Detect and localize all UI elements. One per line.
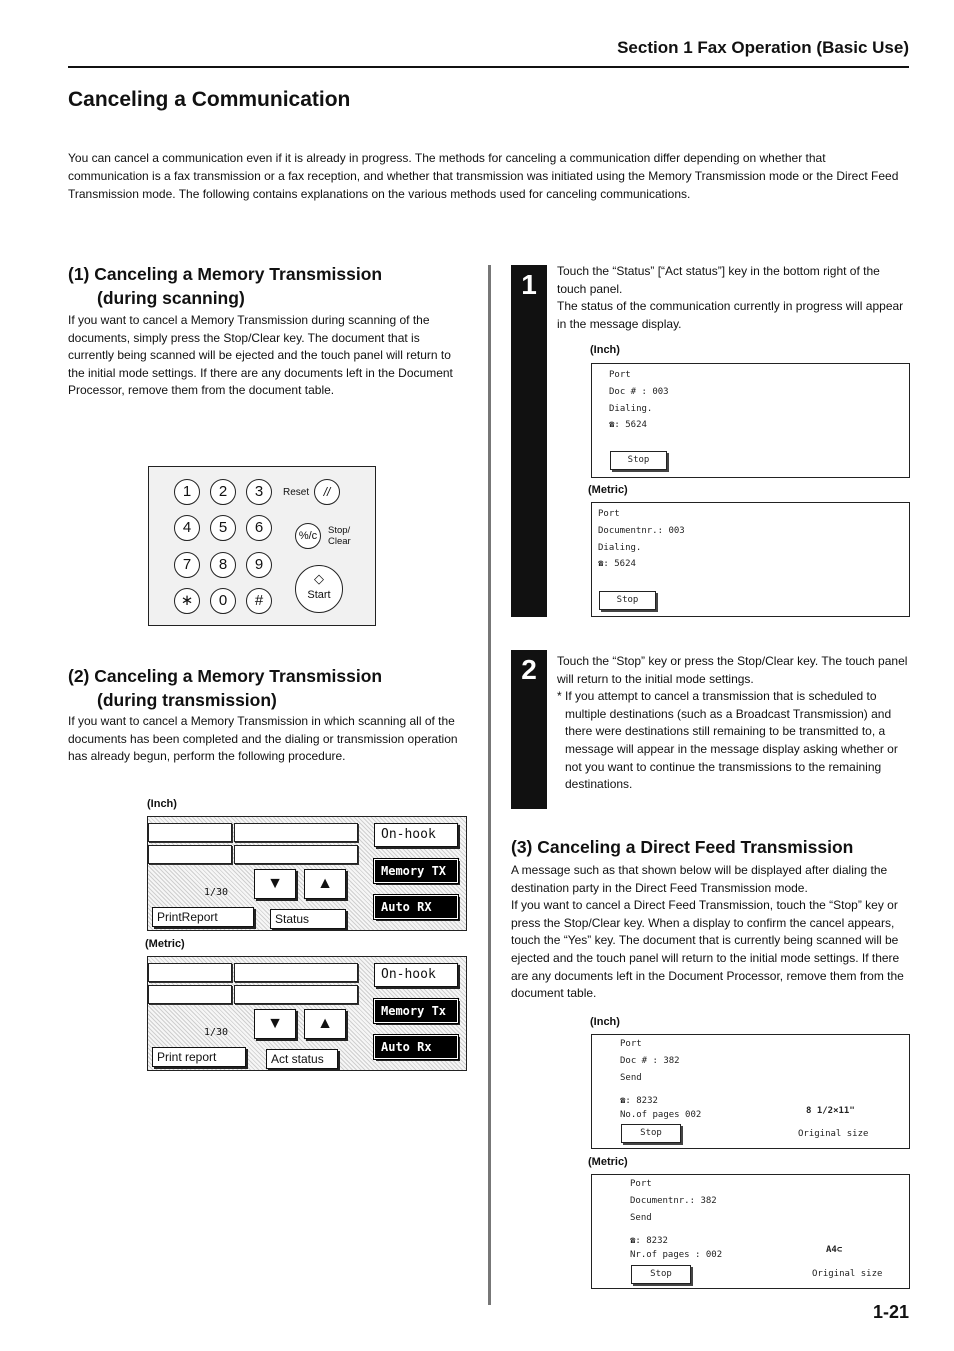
section2-heading — [68, 664, 382, 712]
stop-button[interactable]: Stop — [621, 1124, 681, 1143]
act-status-button[interactable]: Act status — [266, 1049, 338, 1069]
section2-heading-line1: (2) Canceling a Memory Transmission — [68, 666, 383, 686]
key-6[interactable]: 6 — [246, 515, 272, 541]
section2-heading-line2: (during transmission) — [97, 690, 277, 710]
touch-panel-metric — [147, 956, 467, 1071]
reset-key[interactable]: // — [314, 479, 340, 505]
status-display-inch — [591, 363, 910, 478]
section1-heading-line1: (1) Canceling a Memory Transmission — [68, 264, 383, 284]
lcd-page-count: Nr.of pages : 002 — [630, 1250, 723, 1260]
key-7[interactable]: 7 — [174, 552, 200, 578]
lcd-original-size-label: Original size — [812, 1269, 883, 1279]
scroll-up-button[interactable]: ▲ — [304, 1009, 346, 1039]
panel-field — [234, 963, 358, 982]
key-asterisk[interactable]: ∗ — [174, 588, 200, 614]
panel-field — [148, 963, 232, 982]
status-button[interactable]: Status — [270, 909, 346, 929]
lcd-port: Port — [598, 509, 620, 519]
step-1-bar: 1 — [511, 265, 547, 617]
key-3[interactable]: 3 — [246, 479, 272, 505]
lcd-phone-number: ☎: 5624 — [609, 420, 647, 430]
lcd-doc-number: Documentnr.: 382 — [630, 1196, 717, 1206]
page-number: 1-21 — [872, 1302, 909, 1322]
lcd-phone-number: ☎: 8232 — [620, 1096, 658, 1106]
start-label: Start — [307, 589, 331, 601]
reset-label: Reset — [283, 487, 310, 498]
section-header: Section 1 Fax Operation (Basic Use) — [617, 38, 909, 57]
stop-clear-key[interactable]: %/c — [295, 523, 321, 549]
section3-body — [511, 862, 909, 1003]
key-8[interactable]: 8 — [210, 552, 236, 578]
step1-text-line2: The status of the communication currently in progress will appear in the message display. — [557, 299, 904, 331]
sec3-caption-inch: (Inch) — [590, 1016, 620, 1028]
lcd-dialing: Dialing. — [609, 404, 653, 414]
panel-field — [148, 845, 232, 864]
key-9[interactable]: 9 — [246, 552, 272, 578]
touch-panel-inch — [147, 816, 467, 931]
lcd-paper-size: 8 1/2×11" — [806, 1106, 855, 1116]
start-key[interactable] — [295, 565, 343, 613]
panel-field — [148, 823, 232, 842]
stop-button[interactable]: Stop — [610, 451, 667, 470]
lcd-page-count: No.of pages 002 — [620, 1110, 702, 1120]
lcd-port: Port — [630, 1179, 652, 1189]
direct-feed-display-metric — [591, 1174, 910, 1289]
auto-rx-button[interactable]: Auto Rx — [374, 1035, 458, 1059]
memory-tx-button[interactable]: Memory Tx — [374, 999, 458, 1023]
memory-tx-button[interactable]: Memory TX — [374, 859, 458, 883]
step1-caption-inch: (Inch) — [590, 344, 620, 356]
step2-note: * If you attempt to cancel a transmission that is scheduled to multiple destinations (such as a Broadcast Transmission) and there were destinations still remaining to be transmitted to, a message will appear in the message display asking whether or not you want to continue the transmissions to the remaining destinations. — [557, 689, 898, 792]
section3-heading: (3) Canceling a Direct Feed Transmission — [511, 837, 854, 857]
section2-body: If you want to cancel a Memory Transmission in which scanning all of the documents has been completed and the dialing or transmission operation has already begun, perform the following procedure. — [68, 714, 458, 764]
scroll-down-button[interactable]: ▼ — [254, 1009, 296, 1039]
start-diamond-icon: ◇ — [314, 571, 324, 586]
key-0[interactable]: 0 — [210, 588, 236, 614]
stop-clear-label — [328, 525, 351, 547]
print-report-button[interactable]: PrintReport — [152, 907, 254, 927]
section3-body-line1: A message such as that shown below will be displayed after dialing the destination party in the Direct Feed Transmission mode. — [511, 863, 888, 895]
key-hash[interactable]: # — [246, 588, 272, 614]
intro-paragraph: You can cancel a communication even if it is already in progress. The methods for canceling a communication differ depending on whether that communication is a fax transmission or a fax reception, and whether that transmission was initiated using the Memory Transmission mode or the Direct Feed Transmission mode. The following contains explanations on the various methods used for canceling communications. — [68, 151, 899, 201]
operation-keypad — [148, 466, 376, 626]
lcd-phone-number: ☎: 8232 — [630, 1236, 668, 1246]
auto-rx-button[interactable]: Auto RX — [374, 895, 458, 919]
page-indicator: 1/30 — [204, 1027, 229, 1038]
panel-field — [148, 985, 232, 1004]
header-rule — [68, 66, 909, 68]
lcd-dialing: Dialing. — [598, 543, 642, 553]
lcd-original-size-label: Original size — [798, 1129, 869, 1139]
panel-field — [234, 985, 358, 1004]
stop-button[interactable]: Stop — [631, 1265, 691, 1284]
step2-text — [557, 653, 909, 794]
on-hook-button[interactable]: On-hook — [374, 963, 458, 987]
step2-text-line1: Touch the “Stop” key or press the Stop/Clear key. The touch panel will return to the initial mode settings. — [557, 654, 908, 686]
scroll-down-button[interactable]: ▼ — [254, 869, 296, 899]
lcd-port: Port — [609, 370, 631, 380]
step1-caption-metric: (Metric) — [588, 484, 628, 496]
page-title: Canceling a Communication — [68, 88, 351, 111]
lcd-send: Send — [620, 1073, 642, 1083]
key-5[interactable]: 5 — [210, 515, 236, 541]
sec3-caption-metric: (Metric) — [588, 1156, 628, 1168]
column-divider — [488, 265, 491, 1305]
scroll-up-button[interactable]: ▲ — [304, 869, 346, 899]
stop-button[interactable]: Stop — [599, 591, 656, 610]
lcd-send: Send — [630, 1213, 652, 1223]
caption-metric: (Metric) — [145, 938, 185, 950]
status-display-metric — [591, 502, 910, 617]
key-1[interactable]: 1 — [174, 479, 200, 505]
caption-inch: (Inch) — [147, 798, 177, 810]
lcd-doc-number: Documentnr.: 003 — [598, 526, 685, 536]
section3-body-line2: If you want to cancel a Direct Feed Transmission, touch the “Stop” key or press the Stop/Clear key. When a display to confirm the cancel appears, touch the “Yes” key. The document that is currently being scanned will be ejected and the touch panel will return to the initial mode settings. If there are any documents left in the Document Processor, remove them from the document table. — [511, 898, 904, 1001]
lcd-paper-size: A4⊂ — [826, 1245, 843, 1255]
section1-heading — [68, 262, 382, 310]
stop-label-line2: Clear — [328, 536, 351, 547]
page-indicator: 1/30 — [204, 887, 229, 898]
section1-body: If you want to cancel a Memory Transmission during scanning of the documents, simply press the Stop/Clear key. The document that is currently being scanned will be ejected and the touch panel will return to the initial mode settings. If there are any documents left in the Document Processor, remove them from the document table. — [68, 313, 453, 398]
lcd-doc-number: Doc # : 003 — [609, 387, 669, 397]
step1-text-line1: Touch the “Status” [“Act status”] key in the bottom right of the touch panel. — [557, 264, 880, 296]
lcd-port: Port — [620, 1039, 642, 1049]
key-2[interactable]: 2 — [210, 479, 236, 505]
key-4[interactable]: 4 — [174, 515, 200, 541]
lcd-doc-number: Doc # : 382 — [620, 1056, 680, 1066]
section1-heading-line2: (during scanning) — [97, 288, 245, 308]
panel-field — [234, 845, 358, 864]
stop-label-line1: Stop/ — [328, 525, 351, 536]
step1-text — [557, 263, 909, 333]
lcd-phone-number: ☎: 5624 — [598, 559, 636, 569]
direct-feed-display-inch — [591, 1034, 910, 1149]
panel-field — [234, 823, 358, 842]
print-report-button[interactable]: Print report — [152, 1047, 246, 1067]
on-hook-button[interactable]: On-hook — [374, 823, 458, 847]
step-2-bar: 2 — [511, 650, 547, 809]
